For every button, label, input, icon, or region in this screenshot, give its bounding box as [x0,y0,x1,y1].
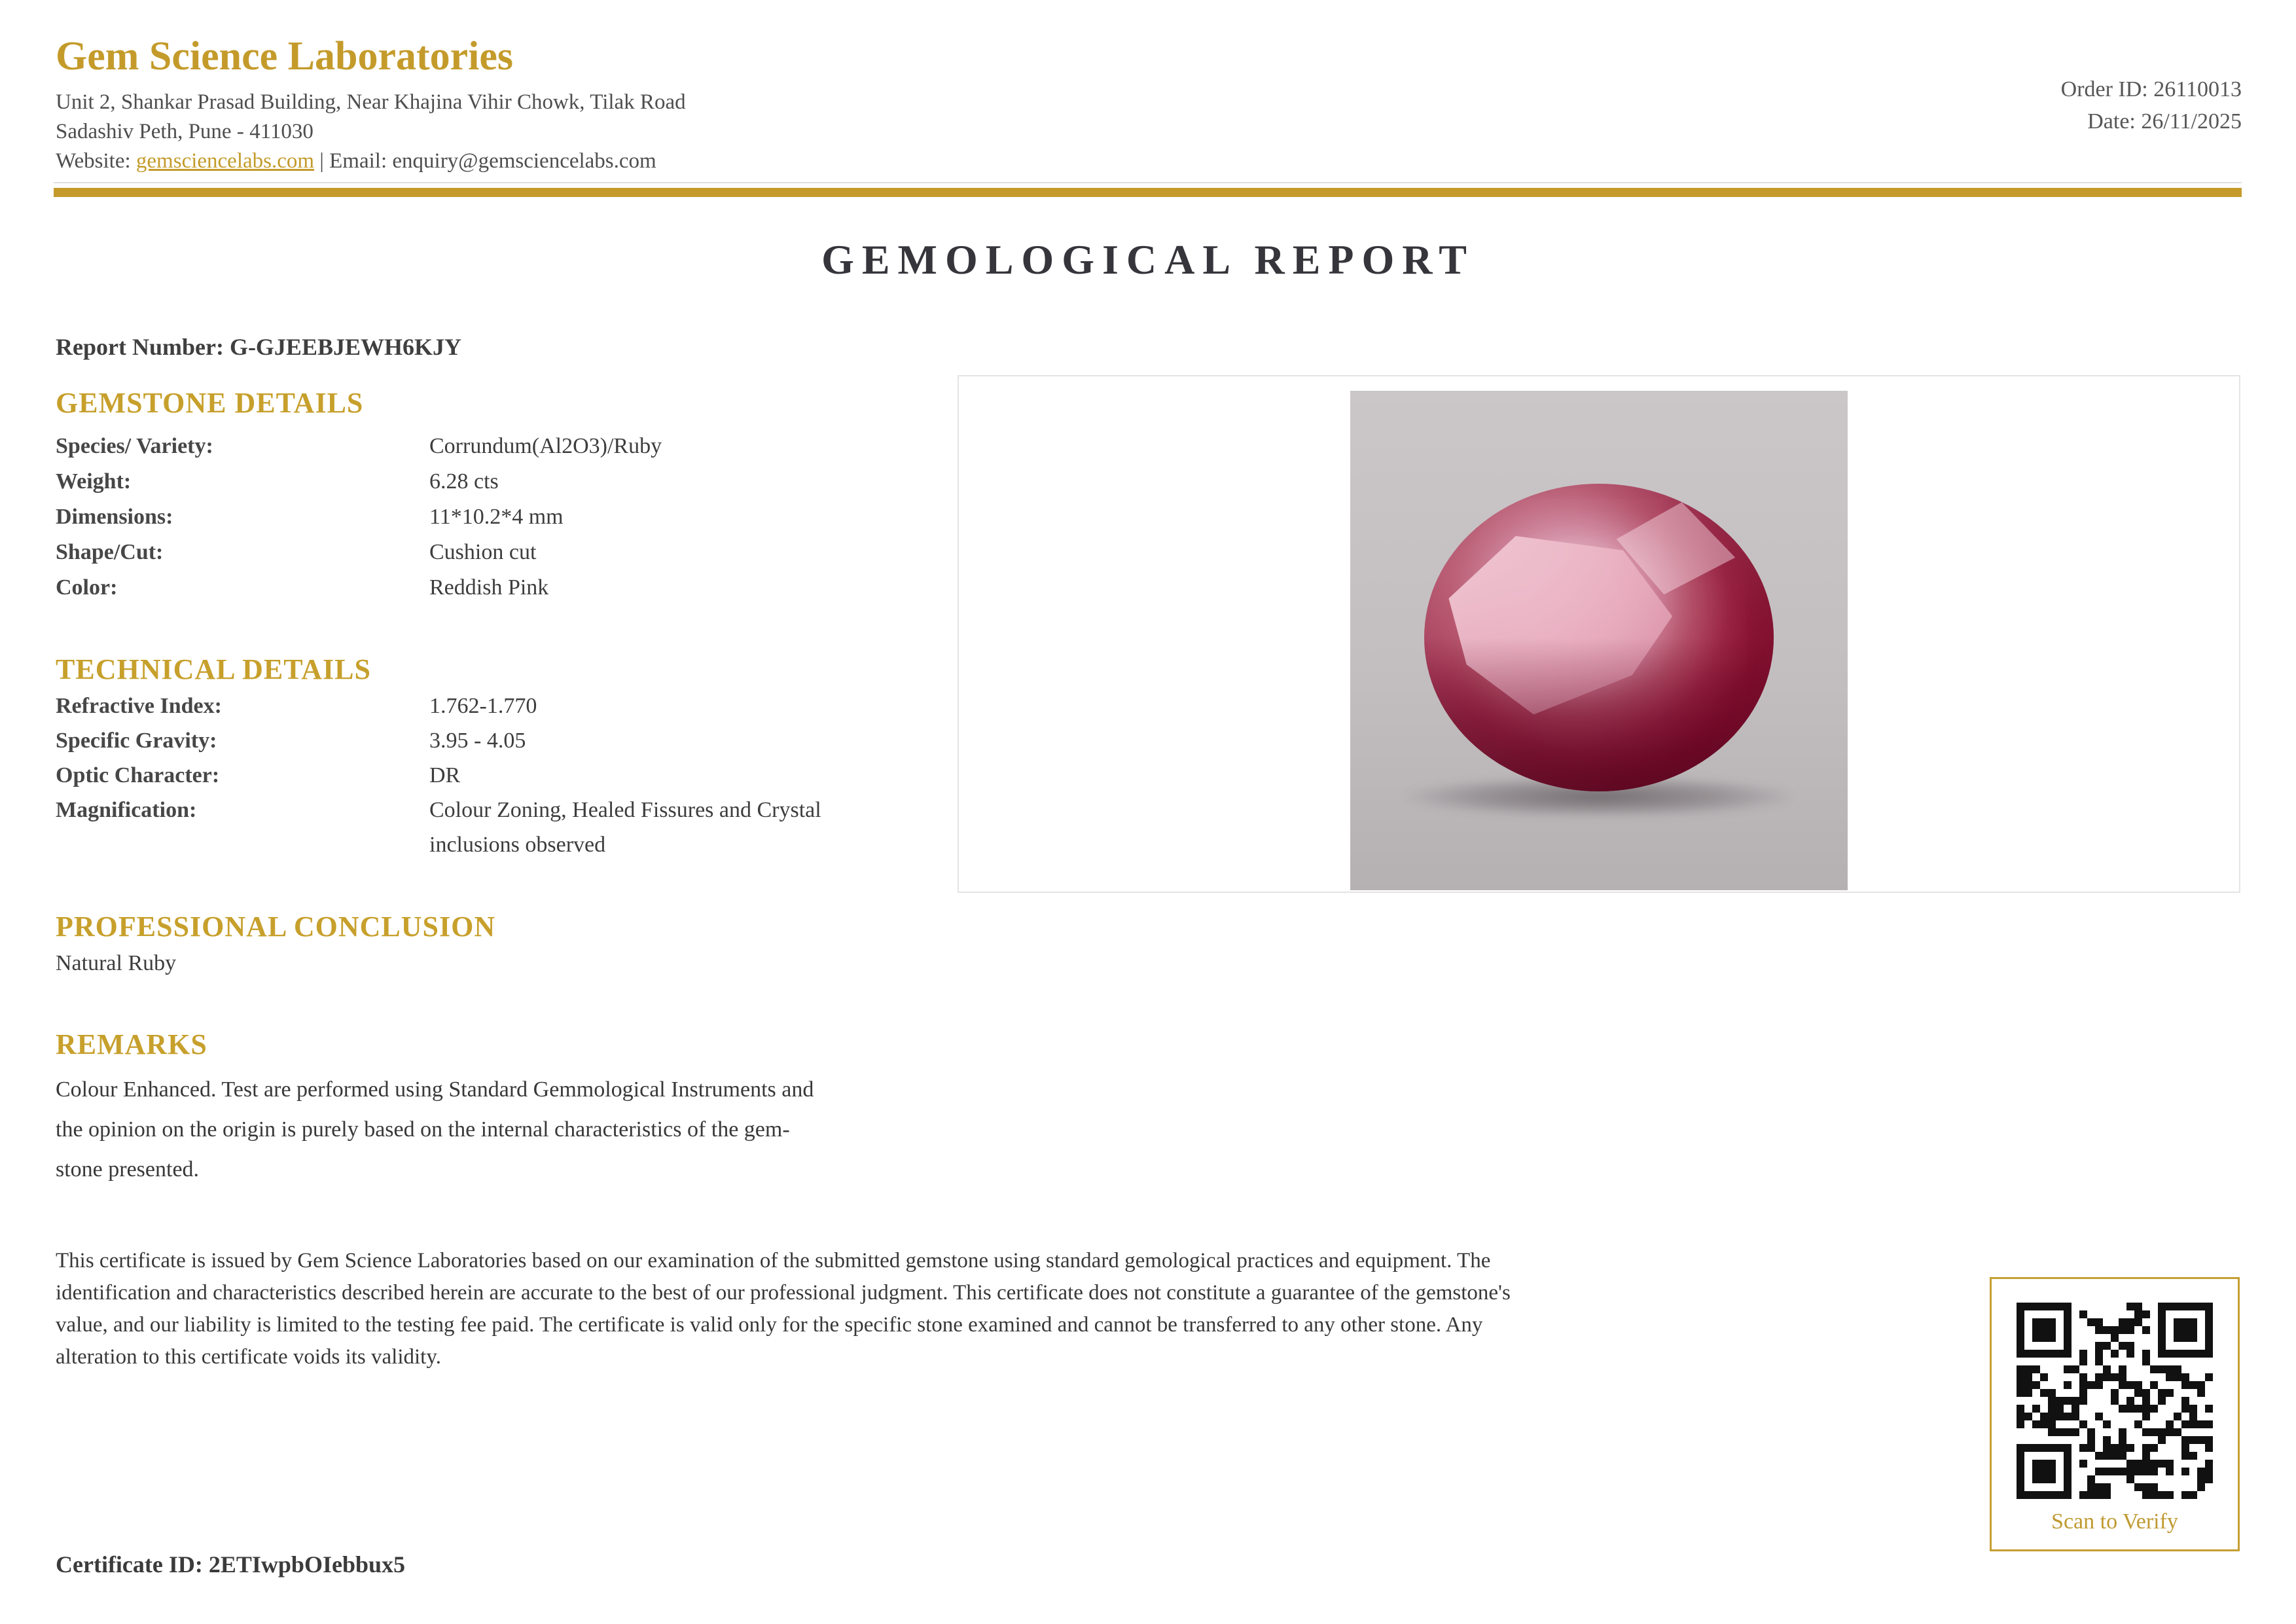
qr-caption: Scan to Verify [2051,1509,2178,1534]
row-label: Species/ Variety: [56,434,213,458]
contact-line [56,147,686,176]
remarks-text [56,1070,814,1189]
gemstone-details-heading: GEMSTONE DETAILS [56,387,364,419]
row-label: Shape/Cut: [56,540,164,564]
table-row [56,689,874,723]
row-value: Corrundum(Al2O3)/Ruby [429,434,662,458]
report-number: Report Number: G-GJEEBJEWH6KJY [56,334,461,360]
website-link[interactable]: gemsciencelabs.com [135,149,315,173]
header-left [56,33,686,176]
remarks-line: the opinion on the origin is purely based on the internal characteristics of the gem- [56,1117,790,1142]
row-value: 11*10.2*4 mm [429,505,564,529]
certificate-id: Certificate ID: 2ETIwpbOIebbux5 [56,1551,406,1578]
remarks-heading: REMARKS [56,1028,207,1060]
qr-verify-box [1990,1277,2240,1551]
disclaimer-line: This certificate is issued by Gem Science Laboratories based on our examination of the submitted gemstone using standard gemological practices and equipment. The [56,1249,1491,1272]
table-row [56,570,874,605]
table-row [56,499,874,535]
qr-code [2017,1303,2213,1499]
gem-photo-frame [958,375,2240,893]
report-date: Date: 26/11/2025 [2087,109,2242,134]
header-right [2061,73,2242,137]
lab-name: Gem Science Laboratories [56,34,514,79]
remarks-line: Colour Enhanced. Test are performed using Standard Gemmological Instruments and [56,1077,814,1102]
row-value: Cushion cut [429,540,537,564]
conclusion-text: Natural Ruby [56,951,177,975]
disclaimer-line: alteration to this certificate voids its validity. [56,1345,441,1369]
header-divider-gold-bar [54,188,2242,197]
address-line-2: Sadashiv Peth, Pune - 411030 [56,120,314,143]
ruby-gemstone-image [1424,484,1774,791]
row-label: Specific Gravity: [56,729,217,753]
gemstone-details-table [56,429,874,605]
technical-details-table [56,689,874,862]
row-value: 1.762-1.770 [429,694,537,718]
page-title: GEMOLOGICAL REPORT [821,236,1475,283]
conclusion-heading: PROFESSIONAL CONCLUSION [56,911,496,943]
row-value: DR [429,763,461,787]
table-row [56,535,874,570]
row-value: 3.95 - 4.05 [429,729,526,753]
row-label: Dimensions: [56,505,173,529]
row-label: Refractive Index: [56,694,222,718]
technical-details-heading: TECHNICAL DETAILS [56,653,371,685]
gem-highlight-facet [1617,502,1736,594]
table-row [56,793,874,862]
table-row [56,723,874,758]
row-value: Reddish Pink [429,575,549,600]
gem-table-facet [1448,536,1672,715]
row-label: Color: [56,575,118,600]
remarks-line: stone presented. [56,1157,200,1182]
table-row [56,429,874,464]
table-row [56,758,874,793]
row-value: Colour Zoning, Healed Fissures and Crystal inclusions observed [429,798,821,857]
website-label: Website: [56,149,131,173]
disclaimer-text [56,1245,1511,1373]
header-divider-hairline [54,182,2242,183]
row-label: Optic Character: [56,763,220,787]
order-id: Order ID: 26110013 [2060,77,2242,101]
row-label: Weight: [56,469,132,494]
row-label: Magnification: [56,798,197,822]
gem-photo [1350,391,1848,890]
email-text: | Email: enquiry@gemsciencelabs.com [319,149,656,173]
table-row [56,464,874,499]
address-line-1: Unit 2, Shankar Prasad Building, Near Khajina Vihir Chowk, Tilak Road [56,90,686,114]
disclaimer-line: value, and our liability is limited to the testing fee paid. The certificate is valid only for the specific stone examined and cannot be transferred to any other stone. Any [56,1313,1483,1337]
disclaimer-line: identification and characteristics described herein are accurate to the best of our professional judgment. This certificate does not constitute a guarantee of the gemstone's [56,1281,1511,1305]
row-value: 6.28 cts [429,469,499,494]
lab-address [56,88,686,176]
